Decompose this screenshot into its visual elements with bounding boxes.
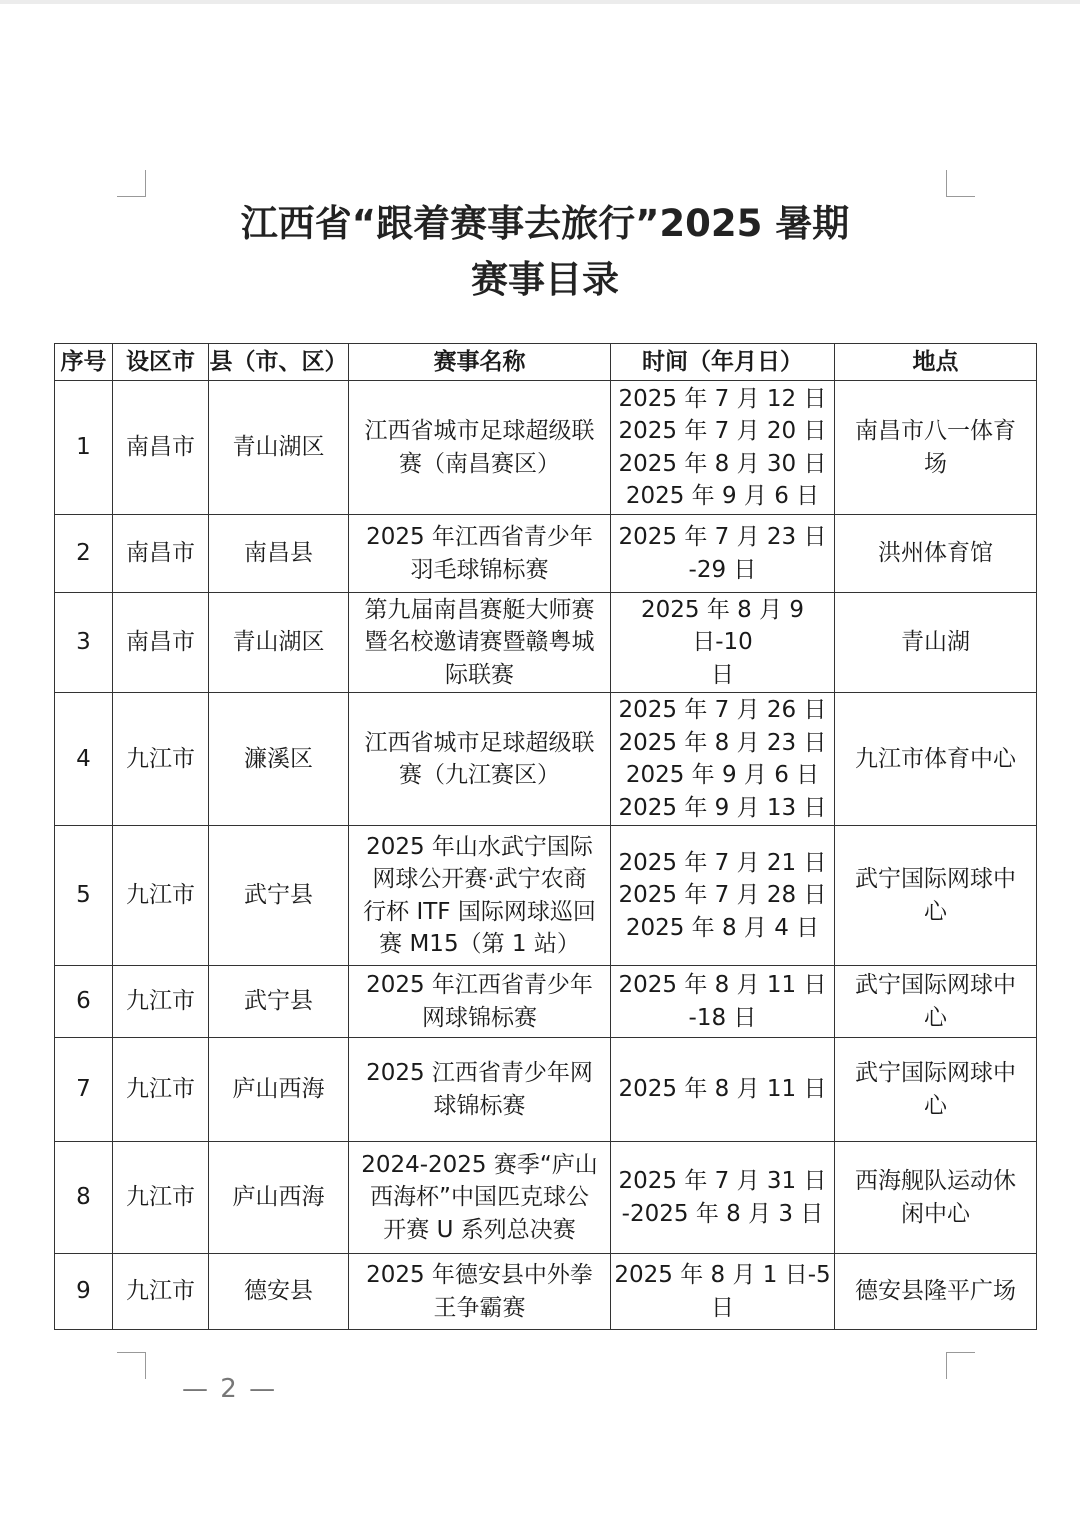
cell-time: 2025 年 7 月 21 日 2025 年 7 月 28 日 2025 年 8 月 4 日 [611, 826, 835, 966]
cell-county: 德安县 [209, 1254, 349, 1330]
cell-city: 南昌市 [113, 593, 209, 693]
cell-venue: 西海舰队运动休 闲中心 [835, 1142, 1037, 1254]
header-venue: 地点 [835, 344, 1037, 381]
cell-county: 武宁县 [209, 966, 349, 1038]
cell-event: 第九届南昌赛艇大师赛 暨名校邀请赛暨赣粤城 际联赛 [349, 593, 611, 693]
cell-venue: 洪州体育馆 [835, 515, 1037, 593]
cell-venue: 武宁国际网球中 心 [835, 966, 1037, 1038]
cell-city: 九江市 [113, 1254, 209, 1330]
table-row [55, 381, 1037, 515]
table-row [55, 966, 1037, 1038]
cell-event: 2025 年江西省青少年 网球锦标赛 [349, 966, 611, 1038]
event-catalog-table [54, 343, 1037, 1330]
header-event: 赛事名称 [349, 344, 611, 381]
cell-event: 2025 年江西省青少年 羽毛球锦标赛 [349, 515, 611, 593]
cell-event: 2025 年山水武宁国际 网球公开赛·武宁农商 行杯 ITF 国际网球巡回 赛 M15（第 1 站） [349, 826, 611, 966]
table-row [55, 1254, 1037, 1330]
cell-venue: 南昌市八一体育 场 [835, 381, 1037, 515]
cell-event: 2025 年德安县中外拳 王争霸赛 [349, 1254, 611, 1330]
cell-city: 九江市 [113, 1038, 209, 1142]
header-no: 序号 [55, 344, 113, 381]
cell-county: 庐山西海 [209, 1038, 349, 1142]
crop-mark-bottom-left [117, 1352, 146, 1379]
cell-city: 南昌市 [113, 515, 209, 593]
cell-time: 2025 年 7 月 31 日 -2025 年 8 月 3 日 [611, 1142, 835, 1254]
page-number: — 2 — [182, 1374, 278, 1404]
cell-county: 濂溪区 [209, 693, 349, 826]
table-row [55, 1142, 1037, 1254]
cell-no: 4 [55, 693, 113, 826]
cell-no: 9 [55, 1254, 113, 1330]
cell-city: 九江市 [113, 966, 209, 1038]
cell-time: 2025 年 8 月 1 日-5 日 [611, 1254, 835, 1330]
cell-no: 7 [55, 1038, 113, 1142]
title-line-1: 江西省“跟着赛事去旅行”2025 暑期 [240, 202, 850, 245]
cell-no: 3 [55, 593, 113, 693]
cell-no: 6 [55, 966, 113, 1038]
title-line-2: 赛事目录 [471, 258, 619, 301]
cell-event: 2024-2025 赛季“庐山 西海杯”中国匹克球公 开赛 U 系列总决赛 [349, 1142, 611, 1254]
cell-venue: 武宁国际网球中 心 [835, 826, 1037, 966]
cell-time: 2025 年 7 月 12 日 2025 年 7 月 20 日 2025 年 8 月 30 日 2025 年 9 月 6 日 [611, 381, 835, 515]
cell-time: 2025 年 8 月 11 日 -18 日 [611, 966, 835, 1038]
cell-venue: 武宁国际网球中 心 [835, 1038, 1037, 1142]
cell-time: 2025 年 8 月 9 日-10 日 [611, 593, 835, 693]
document-title [0, 196, 1080, 308]
top-edge-strip [0, 0, 1080, 4]
cell-county: 庐山西海 [209, 1142, 349, 1254]
cell-time: 2025 年 8 月 11 日 [611, 1038, 835, 1142]
cell-venue: 青山湖 [835, 593, 1037, 693]
table-row [55, 593, 1037, 693]
cell-no: 1 [55, 381, 113, 515]
crop-mark-top-right [946, 170, 975, 197]
cell-event: 江西省城市足球超级联 赛（南昌赛区） [349, 381, 611, 515]
table-row [55, 826, 1037, 966]
table-header-row [55, 344, 1037, 381]
cell-city: 南昌市 [113, 381, 209, 515]
cell-time: 2025 年 7 月 23 日 -29 日 [611, 515, 835, 593]
cell-county: 南昌县 [209, 515, 349, 593]
cell-city: 九江市 [113, 693, 209, 826]
cell-county: 青山湖区 [209, 381, 349, 515]
cell-no: 8 [55, 1142, 113, 1254]
cell-venue: 德安县隆平广场 [835, 1254, 1037, 1330]
table-row [55, 515, 1037, 593]
header-city: 设区市 [113, 344, 209, 381]
cell-county: 武宁县 [209, 826, 349, 966]
table-row [55, 1038, 1037, 1142]
table-row [55, 693, 1037, 826]
cell-event: 江西省城市足球超级联 赛（九江赛区） [349, 693, 611, 826]
cell-no: 5 [55, 826, 113, 966]
cell-time: 2025 年 7 月 26 日 2025 年 8 月 23 日 2025 年 9 月 6 日 2025 年 9 月 13 日 [611, 693, 835, 826]
crop-mark-bottom-right [946, 1352, 975, 1379]
cell-event: 2025 江西省青少年网 球锦标赛 [349, 1038, 611, 1142]
cell-venue: 九江市体育中心 [835, 693, 1037, 826]
cell-city: 九江市 [113, 1142, 209, 1254]
header-time: 时间（年月日） [611, 344, 835, 381]
cell-county: 青山湖区 [209, 593, 349, 693]
cell-city: 九江市 [113, 826, 209, 966]
crop-mark-top-left [117, 170, 146, 197]
cell-no: 2 [55, 515, 113, 593]
header-county: 县（市、区） [209, 344, 349, 381]
